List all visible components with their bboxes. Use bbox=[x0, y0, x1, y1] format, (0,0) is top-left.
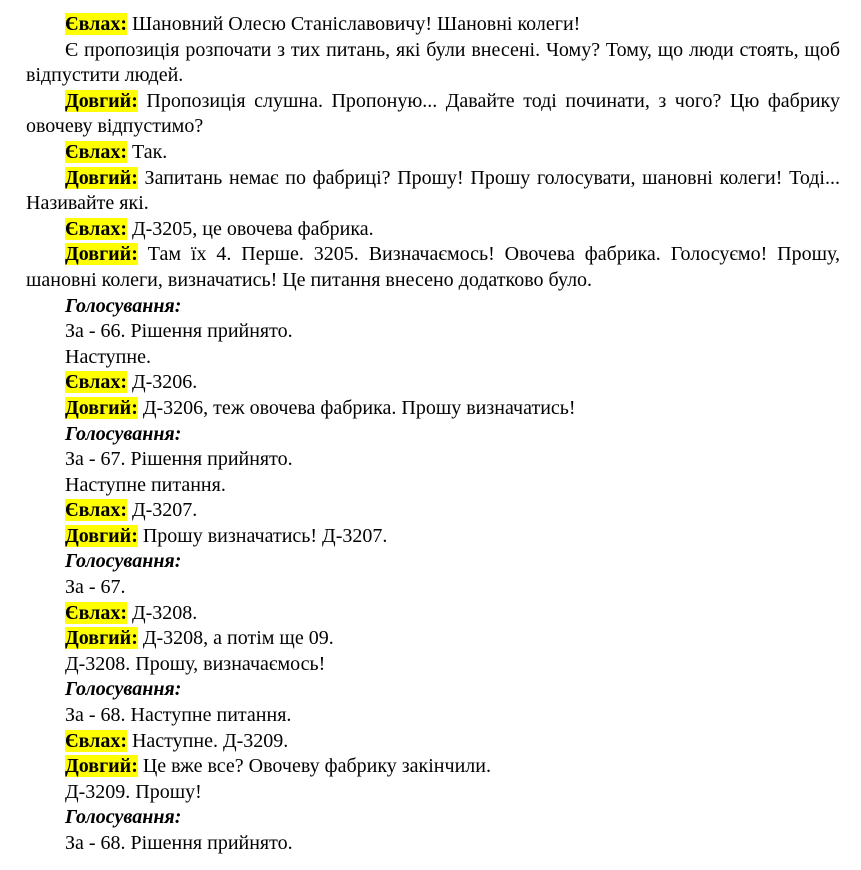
voting-heading bbox=[26, 805, 840, 831]
speaker-name: Довгий: bbox=[65, 755, 138, 778]
transcript-paragraph bbox=[26, 473, 840, 499]
paragraph-text: Пропозиція слушна. Пропоную... Давайте тоді починати, з чого? Цю фабрику овочеву відпустимо? bbox=[26, 89, 840, 138]
voting-label: Голосування: bbox=[65, 550, 182, 573]
speaker-paragraph bbox=[26, 217, 840, 243]
paragraph-text: Д-3206, теж овочева фабрика. Прошу визначатись! bbox=[137, 396, 576, 419]
speaker-name: Довгий: bbox=[65, 627, 138, 650]
speaker-paragraph bbox=[26, 729, 840, 755]
transcript-paragraph bbox=[26, 652, 840, 678]
transcript-paragraph bbox=[26, 319, 840, 345]
transcript-paragraph bbox=[26, 345, 840, 371]
speaker-name: Довгий: bbox=[65, 89, 138, 112]
paragraph-text: За - 68. Рішення прийнято. bbox=[65, 832, 293, 854]
paragraph-text: Наступне. bbox=[65, 345, 151, 368]
speaker-paragraph bbox=[26, 370, 840, 396]
voting-heading bbox=[26, 422, 840, 448]
speaker-paragraph bbox=[26, 754, 840, 780]
paragraph-text: За - 67. bbox=[65, 576, 126, 599]
transcript-paragraph bbox=[26, 38, 840, 89]
voting-heading bbox=[26, 294, 840, 320]
speaker-paragraph bbox=[26, 89, 840, 140]
paragraph-text: За - 66. Рішення прийнято. bbox=[65, 320, 293, 343]
speaker-paragraph bbox=[26, 242, 840, 293]
speaker-paragraph bbox=[26, 12, 840, 38]
transcript-paragraph bbox=[26, 447, 840, 473]
transcript-paragraph bbox=[26, 703, 840, 729]
speaker-name: Довгий: bbox=[65, 396, 138, 419]
voting-label: Голосування: bbox=[65, 422, 182, 445]
paragraph-text: Запитань немає по фабриці? Прошу! Прошу голосувати, шановні колеги! Тоді... Називайте які. bbox=[26, 166, 840, 215]
paragraph-text: Це вже все? Овочеву фабрику закінчили. bbox=[137, 755, 491, 778]
paragraph-text: Д-3208. bbox=[126, 601, 198, 624]
paragraph-text: Шановний Олесю Станіславовичу! Шановні колеги! bbox=[126, 13, 581, 35]
voting-heading bbox=[26, 677, 840, 703]
paragraph-text: Наступне питання. bbox=[65, 473, 226, 496]
speaker-name: Євлах: bbox=[65, 729, 127, 752]
paragraph-text: Д-3208. Прошу, визначаємось! bbox=[65, 652, 326, 675]
paragraph-text: Д-3205, це овочева фабрика. bbox=[126, 217, 374, 240]
speaker-name: Євлах: bbox=[65, 601, 127, 624]
voting-label: Голосування: bbox=[65, 806, 182, 829]
paragraph-text: Д-3209. Прошу! bbox=[65, 780, 202, 803]
paragraph-text: Д-3208, а потім ще 09. bbox=[137, 627, 334, 650]
paragraph-text: За - 68. Наступне питання. bbox=[65, 704, 292, 727]
speaker-paragraph bbox=[26, 140, 840, 166]
speaker-name: Довгий: bbox=[65, 166, 138, 189]
paragraph-text: Є пропозиція розпочати з тих питань, які були внесені. Чому? Тому, що люди стоять, щоб відпустити людей. bbox=[26, 38, 840, 87]
speaker-paragraph bbox=[26, 626, 840, 652]
paragraph-text: Наступне. Д-3209. bbox=[126, 729, 289, 752]
speaker-paragraph bbox=[26, 166, 840, 217]
voting-label: Голосування: bbox=[65, 678, 182, 701]
transcript-paragraph bbox=[26, 831, 840, 857]
speaker-name: Довгий: bbox=[65, 243, 138, 266]
speaker-paragraph bbox=[26, 396, 840, 422]
paragraph-text: Д-3206. bbox=[126, 371, 198, 394]
voting-label: Голосування: bbox=[65, 294, 182, 317]
speaker-name: Довгий: bbox=[65, 524, 138, 547]
paragraph-text: За - 67. Рішення прийнято. bbox=[65, 448, 293, 471]
speaker-name: Євлах: bbox=[65, 217, 127, 240]
voting-heading bbox=[26, 549, 840, 575]
transcript-paragraph bbox=[26, 575, 840, 601]
paragraph-text: Прошу визначатись! Д-3207. bbox=[137, 524, 388, 547]
paragraph-text: Так. bbox=[126, 140, 168, 163]
transcript-paragraph bbox=[26, 780, 840, 806]
speaker-name: Євлах: bbox=[65, 13, 127, 35]
paragraph-text: Там їх 4. Перше. 3205. Визначаємось! Овочева фабрика. Голосуємо! Прошу, шановні колеги, визначатись! Це питання внесено додатково було. bbox=[26, 243, 840, 291]
speaker-paragraph bbox=[26, 601, 840, 627]
speaker-paragraph bbox=[26, 524, 840, 550]
speaker-paragraph bbox=[26, 498, 840, 524]
paragraph-text: Д-3207. bbox=[126, 499, 198, 522]
speaker-name: Євлах: bbox=[65, 499, 127, 522]
transcript-document bbox=[26, 12, 840, 857]
speaker-name: Євлах: bbox=[65, 140, 127, 163]
speaker-name: Євлах: bbox=[65, 371, 127, 394]
